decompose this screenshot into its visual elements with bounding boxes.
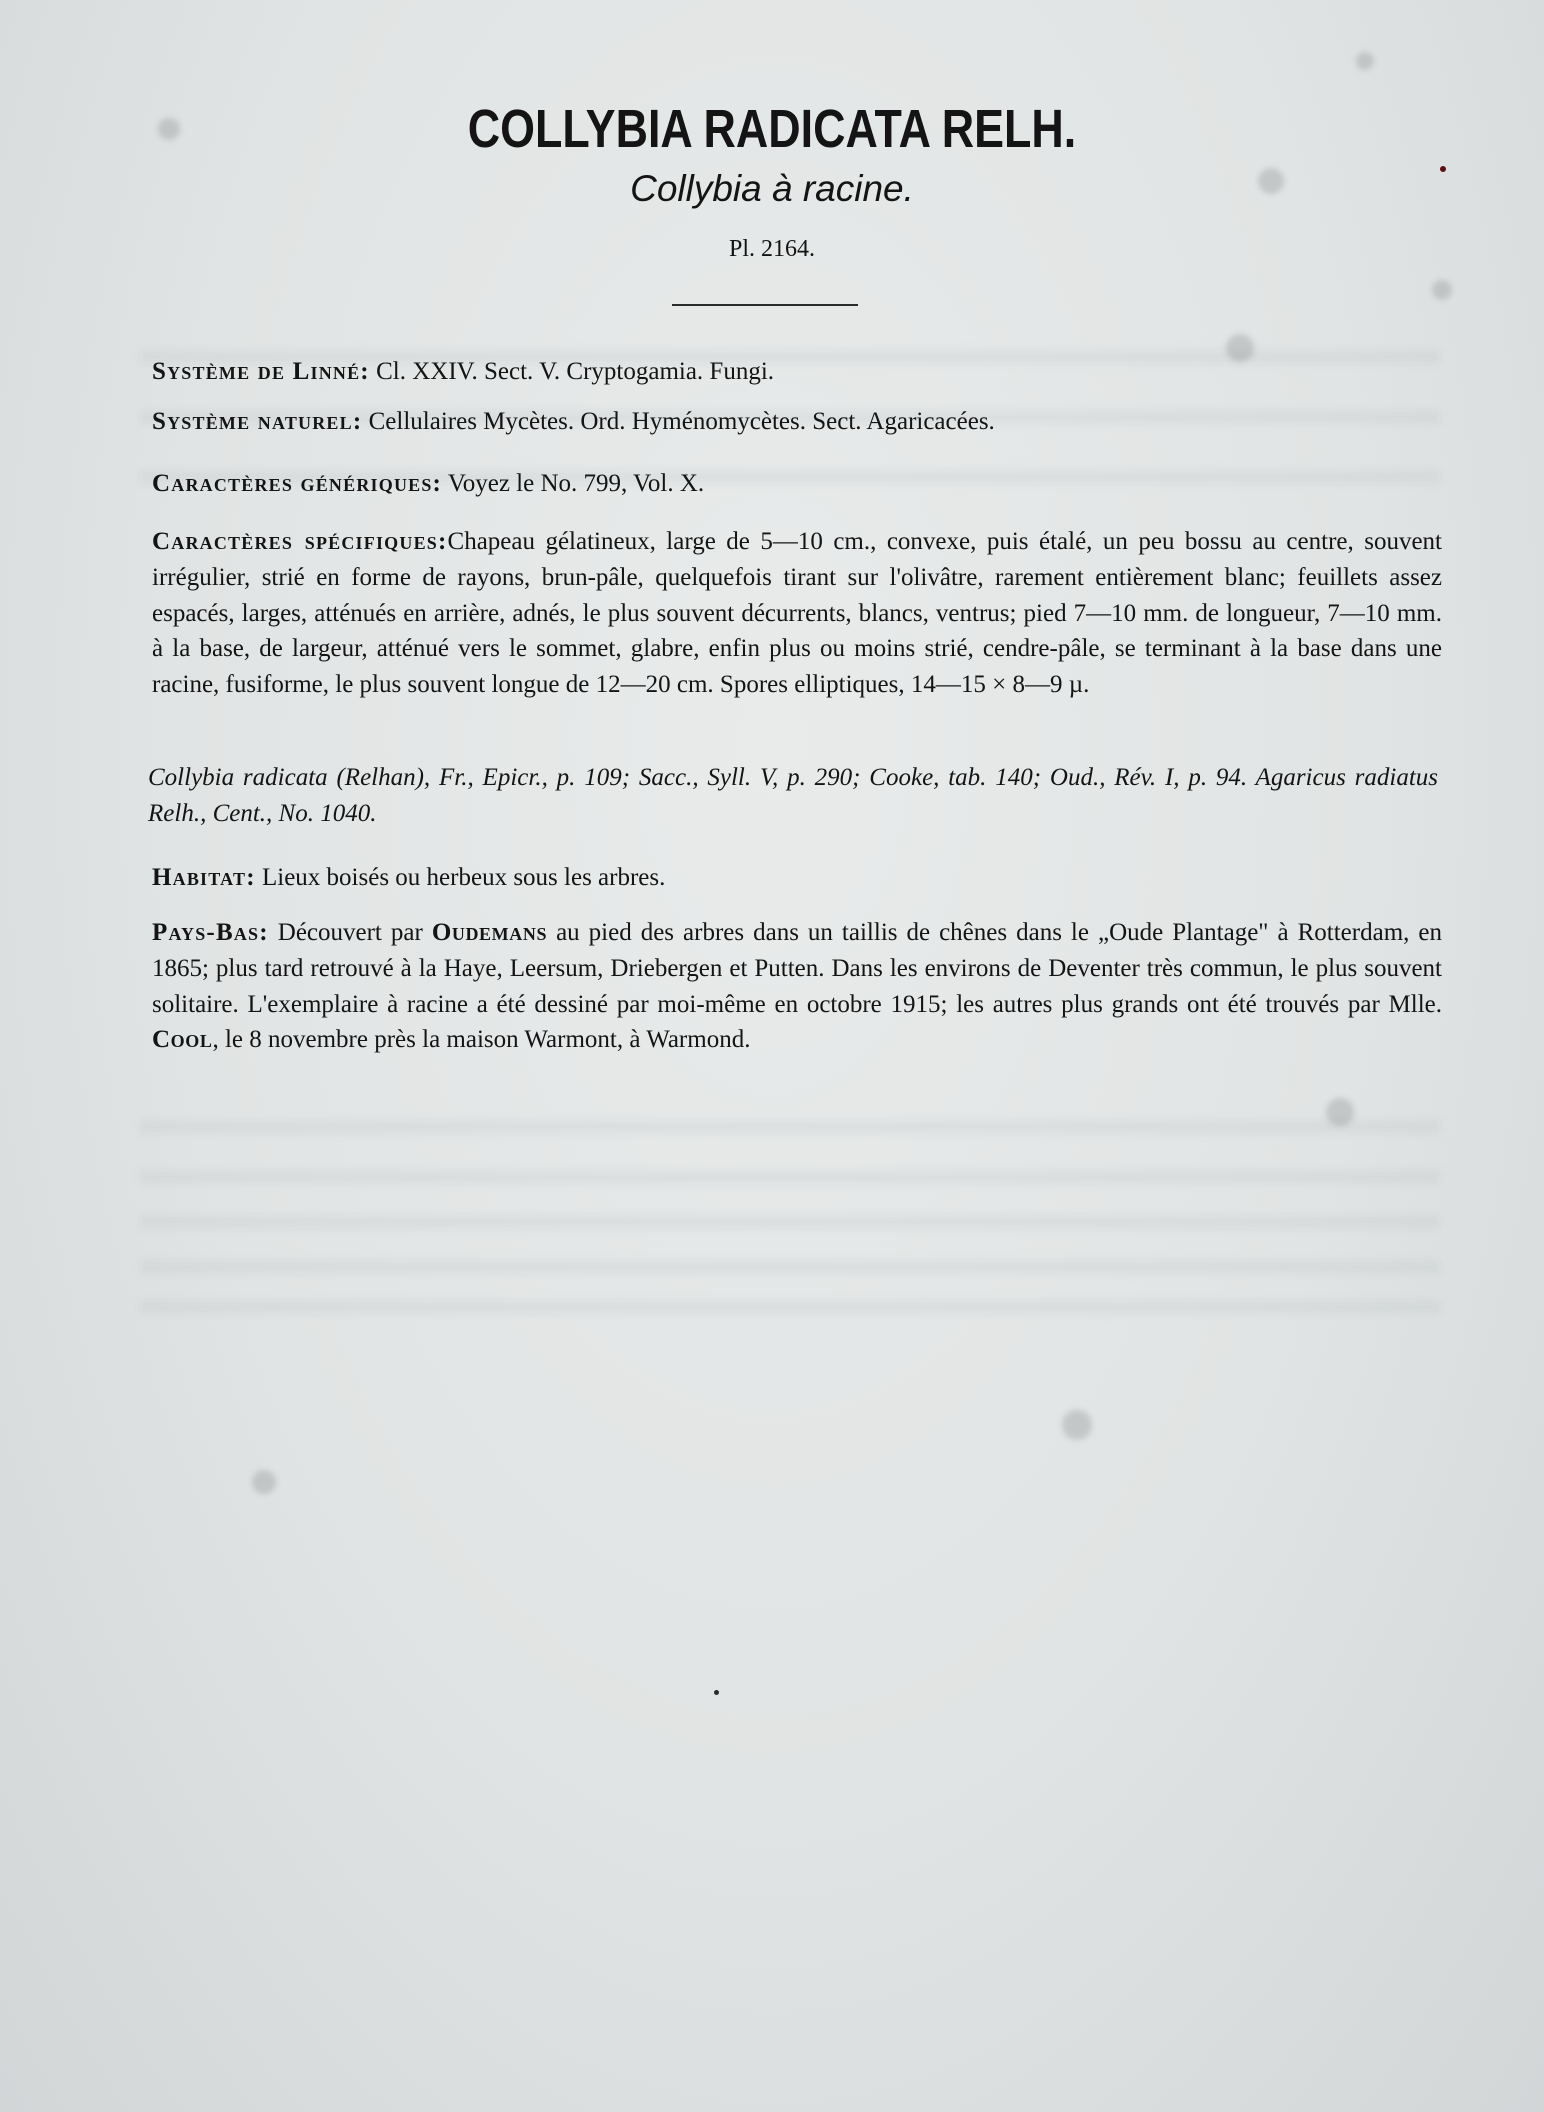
ink-dot [714,1690,719,1695]
foxing-spot [1432,280,1452,300]
foxing-spot [1062,1410,1092,1440]
section-specifiques [152,524,1442,703]
person-name: Oudemans [431,919,548,946]
section-label: Habitat: [152,864,256,891]
reference-text: Collybia radicata (Relhan), Fr., Epicr., p. 109; Sacc., Syll. V, p. 290; Cooke, tab. 140; Oud., Rév. I, p. 94. Agaricus radiatus Relh., Cent., No. 1040. [148,764,1438,827]
foxing-spot [252,1470,276,1494]
section-paysbas [152,915,1442,1058]
page-title: COLLYBIA RADICATA RELH. [467,99,1077,159]
section-label: Caractères génériques: [152,470,443,497]
section-generiques [152,466,1442,502]
section-label: Caractères spécifiques: [152,528,448,555]
section-naturel [152,404,1442,440]
show-through-line [140,1215,1440,1229]
page-subtitle: Collybia à racine. [630,168,914,209]
section-text: Chapeau gélatineux, large de 5—10 cm., convexe, puis étalé, un peu bossu au centre, souvent irrégulier, strié en forme de rayons, brun-pâle, quelquefois tirant sur l'olivâtre, rarement entièrement blanc; feuillets assez espacés, larges, atténués en arrière, adnés, le plus souvent décurrents, blancs, ventrus; pied 7—10 mm. de longueur, 7—10 mm. à la base, de largeur, atténué vers le sommet, glabre, enfin plus ou moins strié, cendre-pâle, se terminant à la base dans une racine, fusiforme, le plus souvent longue de 12—20 cm. Spores elliptiques, 14—15 × 8—9 µ. [152,528,1442,699]
section-text: Découvert par [268,919,432,946]
title-rule [672,304,858,306]
section-text: Lieux boisés ou herbeux sous les arbres. [255,864,666,891]
show-through-line [140,1170,1440,1184]
show-through-line [140,1260,1440,1274]
section-label: Système de Linné: [152,358,370,385]
section-linne [152,354,1442,390]
show-through-line [140,1120,1440,1134]
section-label: Système naturel: [152,408,363,435]
person-name: Cool [152,1026,213,1054]
section-text: Voyez le No. 799, Vol. X. [442,470,705,497]
foxing-spot [1326,1098,1354,1126]
section-habitat [152,860,1442,896]
section-text: Cl. XXIV. Sect. V. Cryptogamia. Fungi. [369,358,775,385]
plate-number: Pl. 2164. [728,236,815,262]
foxing-spot [1356,52,1374,70]
section-text: Cellulaires Mycètes. Ord. Hyménomycètes. Sect. Agaricacées. [362,408,995,435]
show-through-line [140,1300,1440,1314]
section-label: Pays-Bas: [152,919,269,946]
section-text: , le 8 novembre près la maison Warmont, à Warmond. [212,1026,751,1054]
section-text: au pied des arbres dans un taillis de chênes dans le „Oude Plantage" à Rotterdam, en 1865; plus tard retrouvé à la Haye, Leersum, Driebergen et Putten. Dans les environs de Deventer très commun, le plus souvent solitaire. L'exemplaire à racine a été dessiné par moi-même en octobre 1915; les autres plus grands ont été trouvés par Mlle. [152,919,1442,1018]
section-references [148,760,1438,832]
